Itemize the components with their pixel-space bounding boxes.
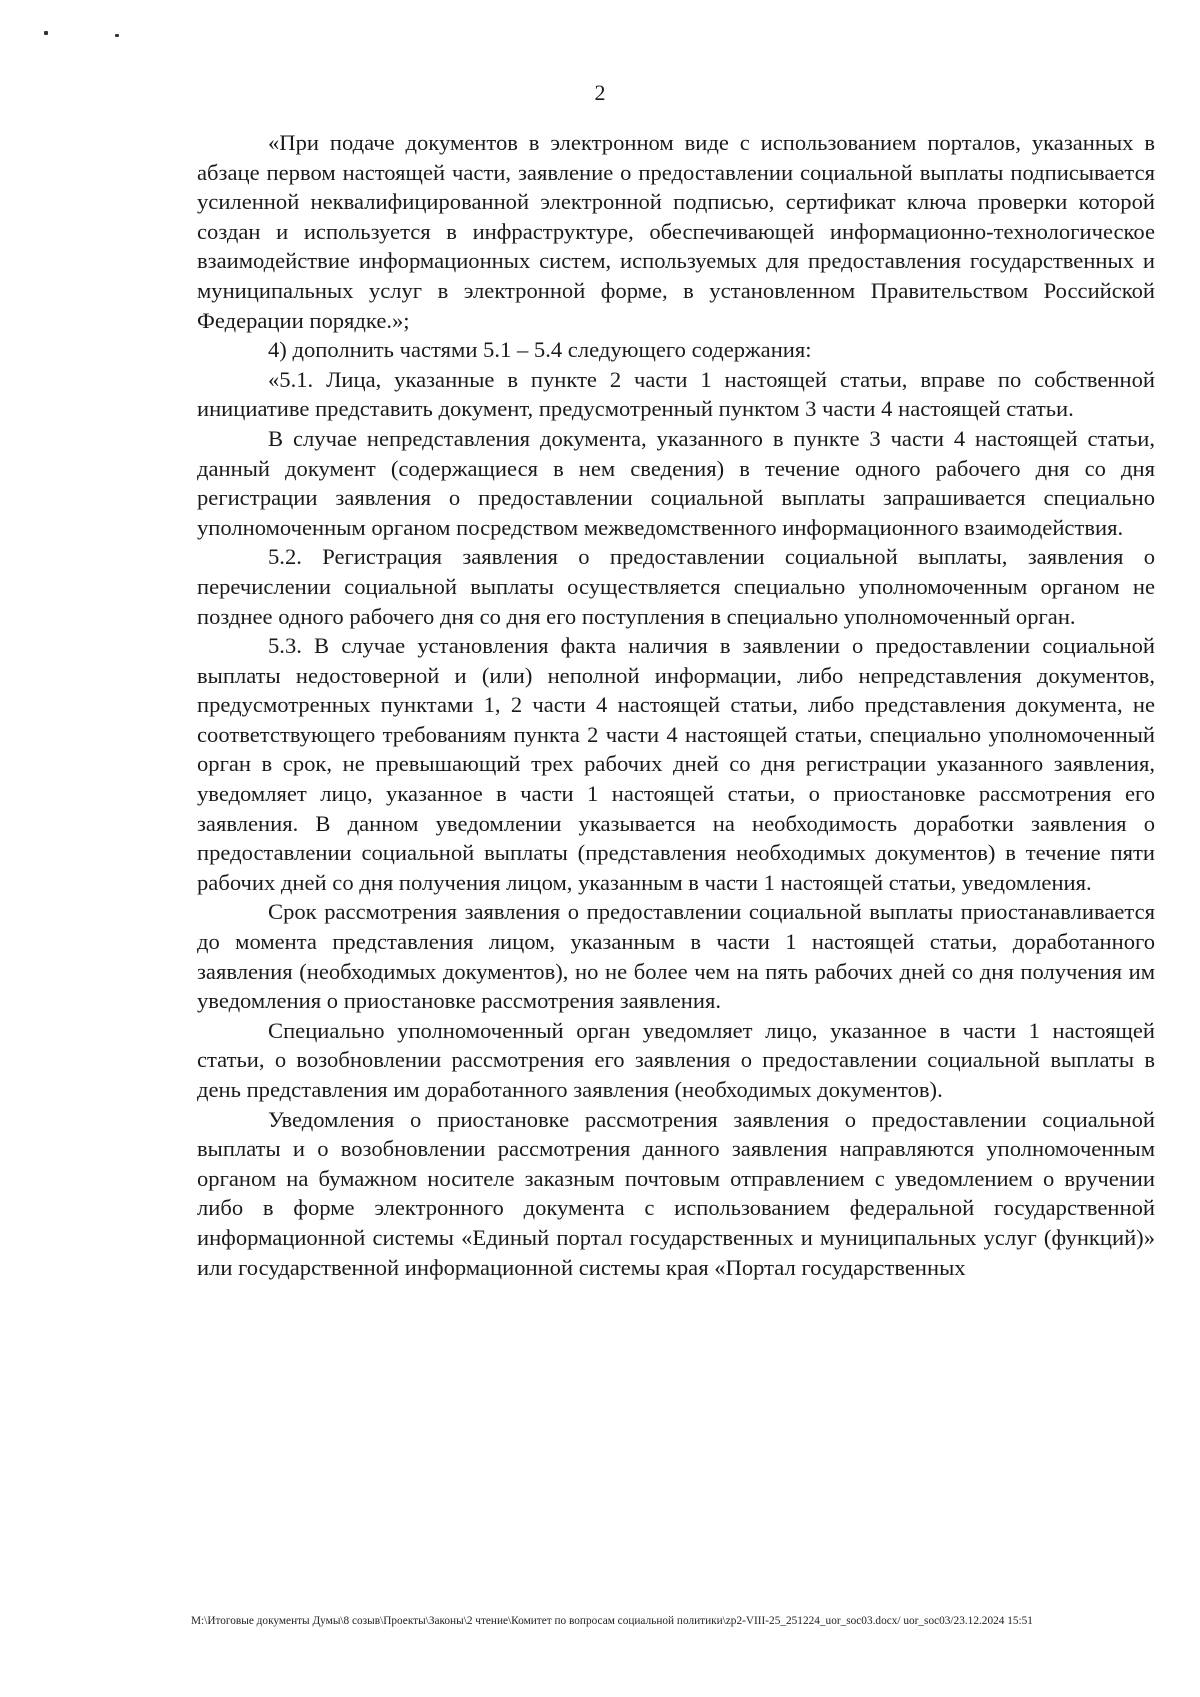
paragraph: 4) дополнить частями 5.1 – 5.4 следующего содержания: — [268, 337, 812, 363]
scan-speck — [44, 31, 48, 35]
page-number: 2 — [594, 80, 606, 105]
paragraph: Срок рассмотрения заявления о предоставлении социальной выплаты приостанавливается до момента представления лицом, указанным в части 1 настоящей статьи, доработанного заявления (необходимых документов), но не более чем на пять рабочих дней со дня получения им уведомления о приостановке рассмотрения заявления. — [197, 899, 1155, 1014]
file-path-footer: M:\Итоговые документы Думы\8 созыв\Проекты\Законы\2 чтение\Комитет по вопросам социальной политики\zp2-VIII-25_251224_uor_soc03.docx/ uor_soc03/23.12.2024 15:51 — [191, 1615, 1033, 1627]
paragraph: «При подаче документов в электронном виде с использованием порталов, указанных в абзаце первом настоящей части, заявление о предоставлении социальной выплаты подписывается усиленной неквалифицированной электронной подписью, сертификат ключа проверки которой создан и используется в инфраструктуре, обеспечивающей информационно-технологическое взаимодействие информационных систем, используемых для предоставления государственных и муниципальных услуг в электронной форме, в установленном Правительством Российской Федерации порядке.»; — [197, 130, 1155, 333]
paragraph: 5.2. Регистрация заявления о предоставлении социальной выплаты, заявления о перечислении социальной выплаты осуществляется специально уполномоченным органом не позднее одного рабочего дня со дня его поступления в специально уполномоченный орган. — [197, 544, 1155, 629]
paragraph: В случае непредставления документа, указанного в пункте 3 части 4 настоящей статьи, данный документ (содержащиеся в нем сведения) в течение одного рабочего дня со дня регистрации заявления о предоставлении социальной выплаты запрашивается специально уполномоченным органом посредством межведомственного информационного взаимодействия. — [197, 425, 1155, 540]
paragraph: Уведомления о приостановке рассмотрения заявления о предоставлении социальной выплаты и о возобновлении рассмотрения данного заявления направляются уполномоченным органом на бумажном носителе заказным почтовым отправлением с уведомлением о вручении либо в форме электронного документа с использованием федеральной государственной информационной системы «Единый портал государственных и муниципальных услуг (функций)» или государственной информационной системы края «Портал государственных — [197, 1106, 1155, 1280]
scan-speck — [115, 34, 119, 37]
paragraph: «5.1. Лица, указанные в пункте 2 части 1 настоящей статьи, вправе по собственной инициативе представить документ, предусмотренный пунктом 3 части 4 настоящей статьи. — [197, 366, 1155, 422]
document-body — [197, 128, 1155, 1282]
paragraph: Специально уполномоченный орган уведомляет лицо, указанное в части 1 настоящей статьи, о возобновлении рассмотрения его заявления о предоставлении социальной выплаты в день представления им доработанного заявления (необходимых документов). — [197, 1017, 1155, 1102]
paragraph: 5.3. В случае установления факта наличия в заявлении о предоставлении социальной выплаты недостоверной и (или) неполной информации, либо непредставления документов, предусмотренных пунктами 1, 2 части 4 настоящей статьи, либо представления документа, не соответствующего требованиям пункта 2 части 4 настоящей статьи, специально уполномоченный орган в срок, не превышающий трех рабочих дней со дня регистрации указанного заявления, уведомляет лицо, указанное в части 1 настоящей статьи, о приостановке рассмотрения его заявления. В данном уведомлении указывается на необходимость доработки заявления о предоставлении социальной выплаты (представления необходимых документов) в течение пяти рабочих дней со дня получения лицом, указанным в части 1 настоящей статьи, уведомления. — [197, 633, 1155, 895]
